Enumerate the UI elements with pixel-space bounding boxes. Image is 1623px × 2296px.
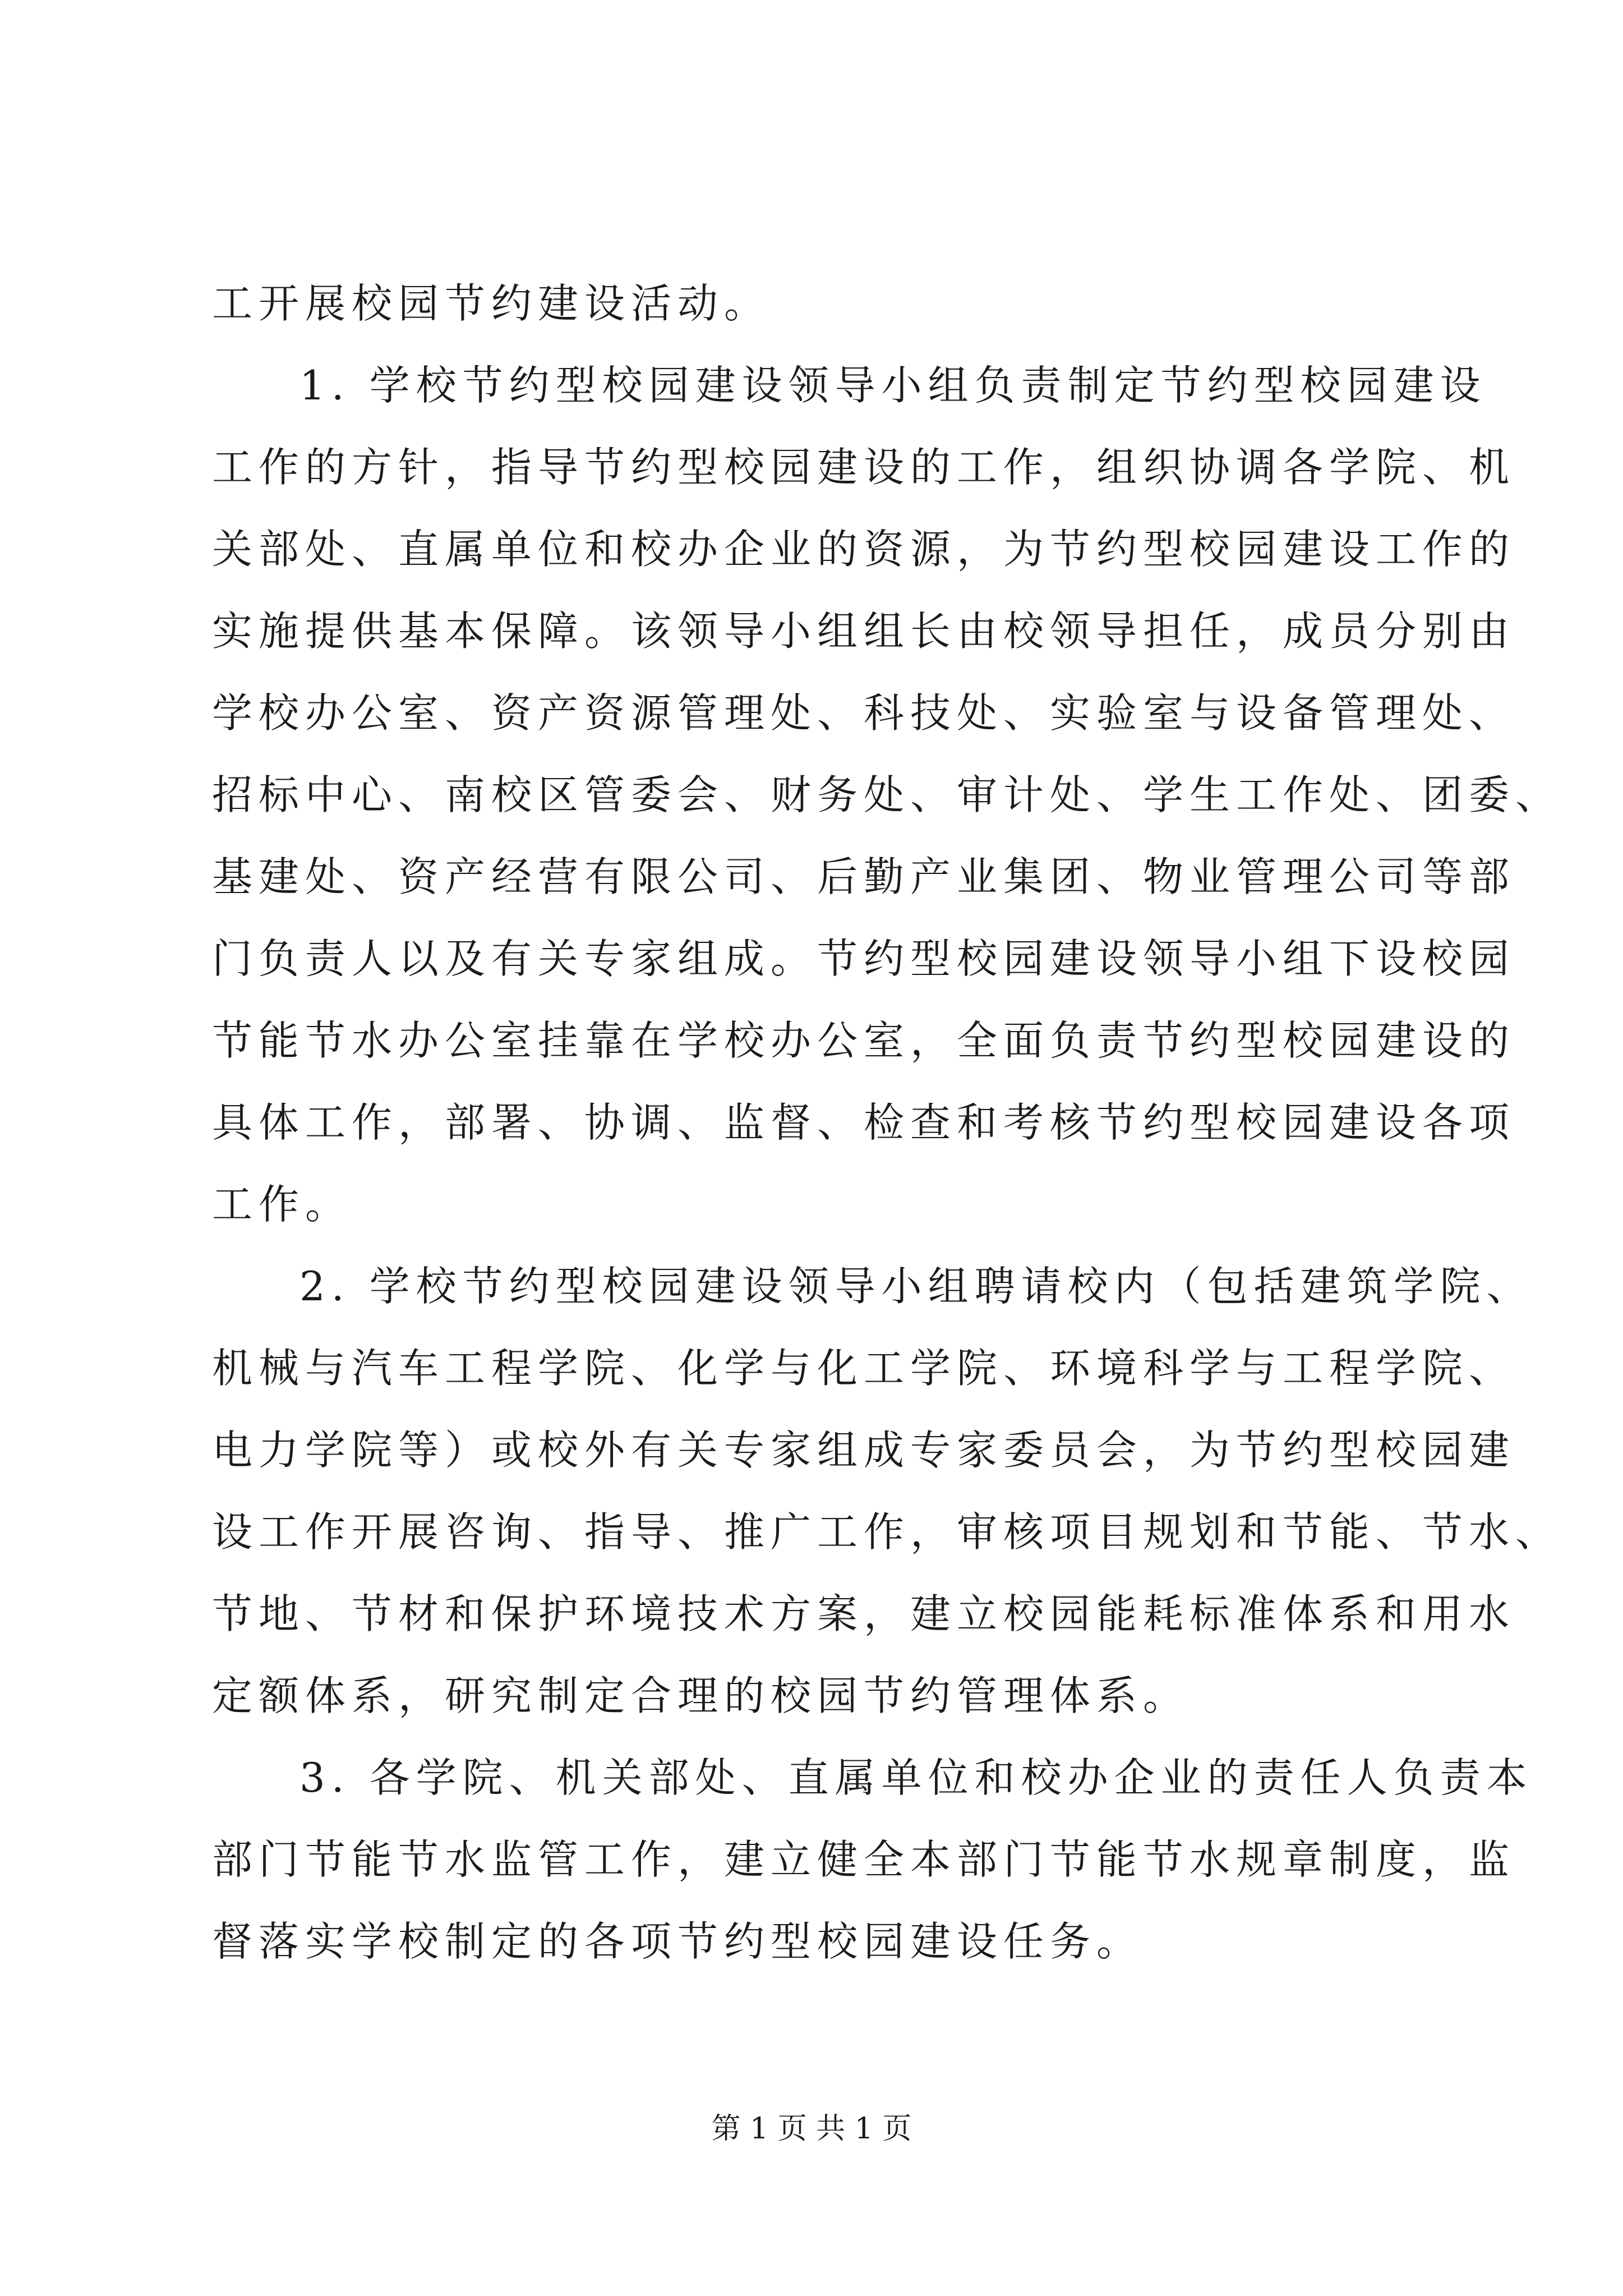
paragraph-line: 门负责人以及有关专家组成。节约型校园建设领导小组下设校园 <box>212 935 1516 982</box>
paragraph-line: 部门节能节水监管工作，建立健全本部门节能节水规章制度，监 <box>212 1836 1516 1883</box>
paragraph-line: 节地、节材和保护环境技术方案，建立校园能耗标准体系和用水 <box>212 1590 1516 1637</box>
paragraph-line: 招标中心、南校区管委会、财务处、审计处、学生工作处、团委、 <box>212 771 1562 818</box>
paragraph-line: 关部处、直属单位和校办企业的资源，为节约型校园建设工作的 <box>212 526 1516 573</box>
page-number-footer: 第 1 页 共 1 页 <box>711 2112 912 2146</box>
paragraph-line: 1. 学校节约型校园建设领导小组负责制定节约型校园建设 <box>299 362 1487 409</box>
paragraph-line: 具体工作，部署、协调、监督、检查和考核节约型校园建设各项 <box>212 1099 1516 1146</box>
paragraph-line: 3. 各学院、机关部处、直属单位和校办企业的责任人负责本 <box>299 1754 1533 1801</box>
paragraph-line: 工作的方针，指导节约型校园建设的工作，组织协调各学院、机 <box>212 444 1516 491</box>
paragraph-line: 工作。 <box>212 1181 352 1228</box>
paragraph-line: 工开展校园节约建设活动。 <box>212 280 771 327</box>
paragraph-line: 定额体系，研究制定合理的校园节约管理体系。 <box>212 1672 1190 1719</box>
paragraph-line: 电力学院等）或校外有关专家组成专家委员会，为节约型校园建 <box>212 1427 1516 1474</box>
paragraph-line: 节能节水办公室挂靠在学校办公室，全面负责节约型校园建设的 <box>212 1017 1516 1064</box>
paragraph-line: 基建处、资产经营有限公司、后勤产业集团、物业管理公司等部 <box>212 853 1516 900</box>
paragraph-line: 2. 学校节约型校园建设领导小组聘请校内（包括建筑学院、 <box>299 1263 1533 1310</box>
paragraph-line: 机械与汽车工程学院、化学与化工学院、环境科学与工程学院、 <box>212 1345 1516 1392</box>
paragraph-line: 学校办公室、资产资源管理处、科技处、实验室与设备管理处、 <box>212 689 1516 737</box>
document-body <box>212 263 1562 1982</box>
paragraph-line: 实施提供基本保障。该领导小组组长由校领导担任，成员分别由 <box>212 608 1516 655</box>
paragraph-line: 设工作开展咨询、指导、推广工作，审核项目规划和节能、节水、 <box>212 1508 1562 1556</box>
paragraph-line: 督落实学校制定的各项节约型校园建设任务。 <box>212 1918 1144 1965</box>
